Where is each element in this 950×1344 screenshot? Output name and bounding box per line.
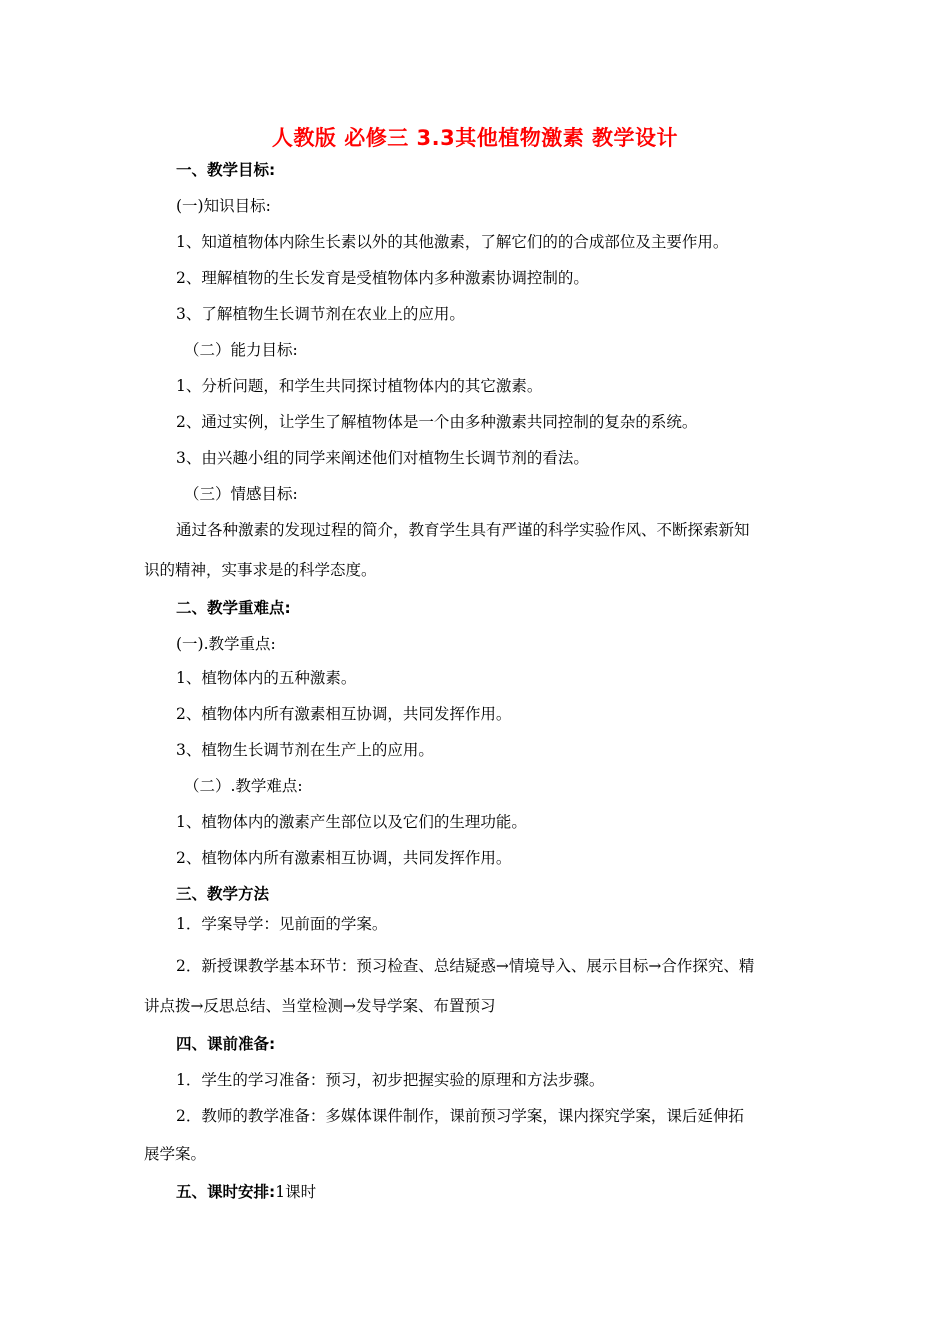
paragraph-line: 通过各种激素的发现过程的简介，教育学生具有严谨的科学实验作风、不断探索新知 <box>176 521 750 539</box>
subheading-difficult: （二）.教学难点: <box>184 777 303 795</box>
section-heading-preparation: 四、课前准备: <box>176 1035 276 1053</box>
list-item: 2、通过实例，让学生了解植物体是一个由多种激素共同控制的复杂的系统。 <box>176 413 698 431</box>
list-item: 1．学案导学：见前面的学案。 <box>176 915 388 933</box>
paragraph-line: 讲点拨→反思总结、当堂检测→发导学案、布置预习 <box>144 997 496 1015</box>
list-item: 1、植物体内的激素产生部位以及它们的生理功能。 <box>176 813 527 831</box>
paragraph-line: 识的精神，实事求是的科学态度。 <box>144 561 377 579</box>
paragraph-line: 展学案。 <box>144 1145 207 1163</box>
list-item: 3、由兴趣小组的同学来阐述他们对植物生长调节剂的看法。 <box>176 449 589 467</box>
paragraph-line: 2．新授课教学基本环节：预习检查、总结疑惑→情境导入、展示目标→合作探究、精 <box>176 957 755 975</box>
subheading-knowledge: (一)知识目标: <box>176 197 271 215</box>
section-heading-objectives: 一、教学目标: <box>176 161 276 179</box>
section-heading-methods: 三、教学方法 <box>176 885 270 903</box>
list-item: 1．学生的学习准备：预习，初步把握实验的原理和方法步骤。 <box>176 1071 605 1089</box>
list-item: 2、理解植物的生长发育是受植物体内多种激素协调控制的。 <box>176 269 589 287</box>
document-title: 人教版 必修三 3.3其他植物激素 教学设计 <box>271 126 679 150</box>
section-heading-key-points: 二、教学重难点: <box>176 599 291 617</box>
list-item: 2、植物体内所有激素相互协调，共同发挥作用。 <box>176 705 512 723</box>
list-item: 1、知道植物体内除生长素以外的其他激素，了解它们的的合成部位及主要作用。 <box>176 233 729 251</box>
subheading-emotion: （三）情感目标: <box>184 485 298 503</box>
list-item: 3、植物生长调节剂在生产上的应用。 <box>176 741 434 759</box>
list-item: 3、了解植物生长调节剂在农业上的应用。 <box>176 305 465 323</box>
paragraph-line: 2．教师的教学准备：多媒体课件制作，课前预习学案，课内探究学案，课后延伸拓 <box>176 1107 744 1125</box>
subheading-key: (一).教学重点: <box>176 635 276 653</box>
list-item: 1、植物体内的五种激素。 <box>176 669 357 687</box>
list-item: 2、植物体内所有激素相互协调，共同发挥作用。 <box>176 849 512 867</box>
subheading-ability: （二）能力目标: <box>184 341 298 359</box>
section-heading-schedule: 五、课时安排: <box>176 1183 276 1201</box>
schedule-value: 1课时 <box>275 1183 317 1201</box>
list-item: 1、分析问题，和学生共同探讨植物体内的其它激素。 <box>176 377 543 395</box>
schedule-line <box>176 1182 316 1202</box>
